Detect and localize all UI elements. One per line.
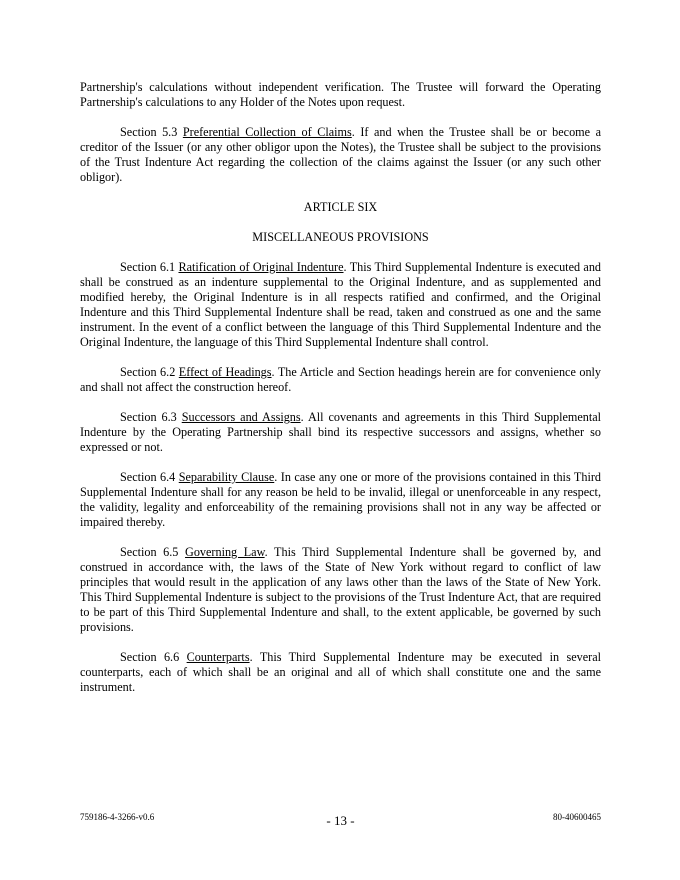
section-6-6-paragraph: Section 6.6 Counterparts. This Third Supplemental Indenture may be executed in several counterparts, each of which shall be an original and all of which shall constitute one and the same instrument.	[80, 650, 602, 694]
section-number: Section 6.1	[120, 260, 176, 274]
section-6-1-paragraph: Section 6.1 Ratification of Original Indenture. This Third Supplemental Indenture is executed and shall be construed as an indenture supplemental to the Original Indenture, and as supplemented and modified hereby, the Original Indenture is in all respects ratified and confirmed, and the Original Indenture and this Third Supplemental Indenture shall be read, taken and construed as one and the same instrument. In the event of a conflict between the language of this Third Supplemental Indenture and the Original Indenture, the language of this Third Supplemental Indenture shall control.	[80, 260, 602, 349]
section-number: Section 6.6	[120, 650, 180, 664]
section-heading: Effect of Headings	[178, 365, 272, 379]
section-6-3-paragraph: Section 6.3 Successors and Assigns. All covenants and agreements in this Third Supplemental Indenture by the Operating Partnership shall bind its respective successors and assigns, whether so expressed or not.	[80, 410, 602, 454]
footer-doc-id: 759186-4-3266-v0.6	[80, 812, 155, 822]
section-text: The Article and Section headings herein are for convenience only and shall not affect the construction hereof.	[80, 365, 602, 394]
article-subtitle: MISCELLANEOUS PROVISIONS	[252, 230, 429, 244]
section-heading: Separability Clause	[178, 470, 275, 484]
section-text: In case any one or more of the provisions contained in this Third Supplemental Indenture shall for any reason be held to be invalid, illegal or unenforceable in any respect, the validity, legality and enforceability of the remaining provisions shall not in any way be affected or impaired thereby.	[80, 470, 602, 529]
footer-ref-number: 80-40600465	[553, 812, 601, 822]
article-title: ARTICLE SIX	[303, 200, 378, 214]
page-number: - 13 -	[326, 813, 355, 828]
section-number: Section 6.5	[120, 545, 179, 559]
section-text: If and when the Trustee shall be or become a creditor of the Issuer (or any other obligor upon the Notes), the Trustee shall be subject to the provisions of the Trust Indenture Act regarding the collection of the claims against the Issuer (or any such other obligor).	[80, 125, 601, 184]
section-heading: Ratification of Original Indenture	[178, 260, 344, 274]
section-number: Section 5.3	[120, 125, 178, 139]
section-text: This Third Supplemental Indenture is executed and shall be construed as an indenture supplemental to the Original Indenture, and as supplemented and modified hereby, the Original Indenture is in all respects ratified and confirmed, and the Original Indenture and this Third Supplemental Indenture shall be read, taken and construed as one and the same instrument. In the event of a conflict between the language of this Third Supplemental Indenture and the Original Indenture, the language of this Third Supplemental Indenture shall control.	[80, 260, 602, 349]
section-heading: Counterparts	[186, 650, 250, 664]
section-6-2-paragraph: Section 6.2 Effect of Headings. The Article and Section headings herein are for convenience only and shall not affect the construction hereof.	[80, 365, 602, 394]
section-heading: Governing Law	[185, 545, 265, 559]
section-text: All covenants and agreements in this Third Supplemental Indenture by the Operating Partnership shall bind its respective successors and assigns, whether so expressed or not.	[80, 410, 602, 454]
section-number: Section 6.4	[120, 470, 176, 484]
section-text: This Third Supplemental Indenture shall be governed by, and construed in accordance with, the laws of the State of New York without regard to conflict of law principles that would result in the application of any laws other than the laws of the State of New York. This Third Supplemental Indenture is subject to the provisions of the Trust Indenture Act, that are required to be part of this Third Supplemental Indenture and shall, to the extent applicable, be governed by such provisions.	[80, 545, 602, 634]
section-6-5-paragraph: Section 6.5 Governing Law. This Third Supplemental Indenture shall be governed by, and construed in accordance with, the laws of the State of New York without regard to conflict of law principles that would result in the application of any laws other than the laws of the State of New York. This Third Supplemental Indenture is subject to the provisions of the Trust Indenture Act, that are required to be part of this Third Supplemental Indenture and shall, to the extent applicable, be governed by such provisions.	[80, 545, 602, 634]
section-number: Section 6.2	[120, 365, 176, 379]
section-5-3-paragraph: Section 5.3 Preferential Collection of Claims. If and when the Trustee shall be or become a creditor of the Issuer (or any other obligor upon the Notes), the Trustee shall be subject to the provisions of the Trust Indenture Act regarding the collection of the claims against the Issuer (or any such other obligor).	[80, 125, 601, 184]
page-footer	[80, 812, 601, 832]
section-text: This Third Supplemental Indenture may be executed in several counterparts, each of which shall be an original and all of which shall constitute one and the same instrument.	[80, 650, 602, 694]
continuation-paragraph: Partnership's calculations without independent verification. The Trustee will forward the Operating Partnership's calculations to any Holder of the Notes upon request.	[80, 80, 601, 109]
section-6-4-paragraph: Section 6.4 Separability Clause. In case any one or more of the provisions contained in this Third Supplemental Indenture shall for any reason be held to be invalid, illegal or unenforceable in any respect, the validity, legality and enforceability of the remaining provisions shall not in any way be affected or impaired thereby.	[80, 470, 602, 529]
document-body	[80, 80, 601, 710]
section-heading: Preferential Collection of Claims	[182, 125, 352, 139]
section-number: Section 6.3	[120, 410, 177, 424]
section-heading: Successors and Assigns	[181, 410, 301, 424]
